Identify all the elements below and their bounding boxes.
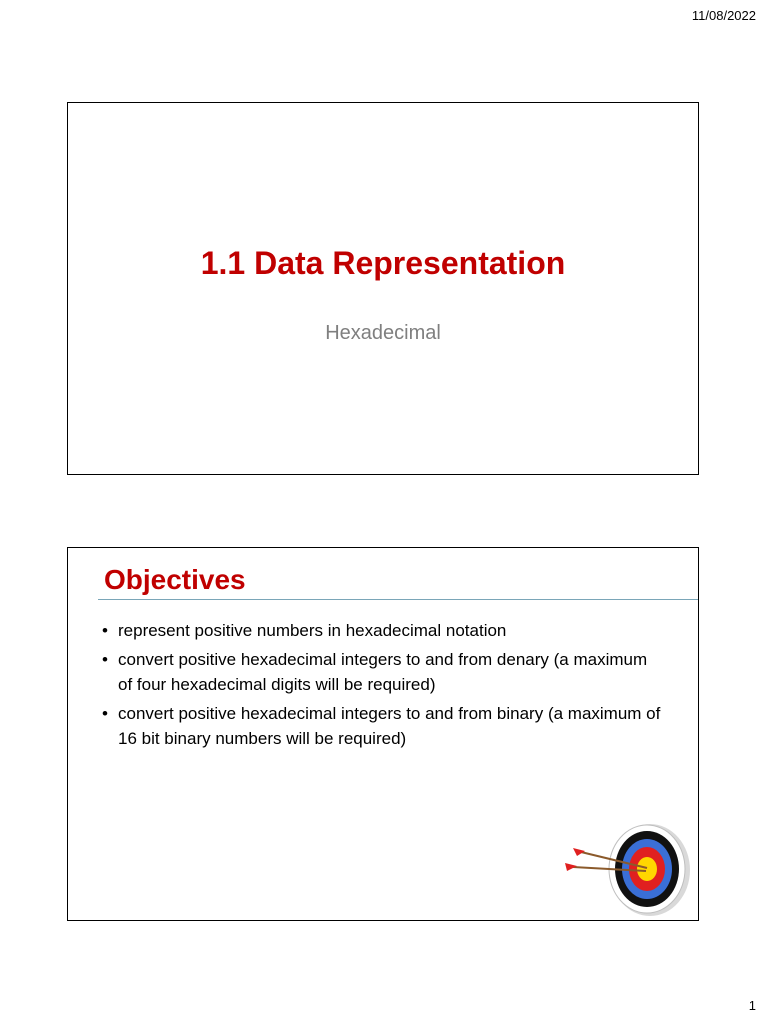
bullet-icon: •: [102, 650, 108, 669]
bullet-icon: •: [102, 621, 108, 640]
title-underline: [98, 599, 698, 600]
target-with-arrows-icon: [563, 820, 693, 918]
slide-title-heading: 1.1 Data Representation: [200, 245, 566, 281]
list-item: [102, 618, 662, 643]
slide-title: [67, 102, 699, 475]
list-item: [102, 647, 662, 697]
objective-text: represent positive numbers in hexadecimal notation: [118, 621, 507, 640]
slide-subtitle: Hexadecimal: [325, 322, 441, 344]
objective-text: convert positive hexadecimal integers to and from denary (a maximum of four hexadecimal digits will be required): [118, 650, 648, 694]
objectives-heading: Objectives: [104, 564, 246, 595]
objective-text: convert positive hexadecimal integers to and from binary (a maximum of 16 bit binary numbers will be required): [118, 704, 661, 748]
objectives-list: [102, 618, 662, 755]
bullet-icon: •: [102, 704, 108, 723]
slide-objectives: [67, 547, 699, 921]
list-item: [102, 701, 662, 751]
page-number: 1: [748, 998, 756, 1013]
print-date: 11/08/2022: [691, 8, 756, 23]
